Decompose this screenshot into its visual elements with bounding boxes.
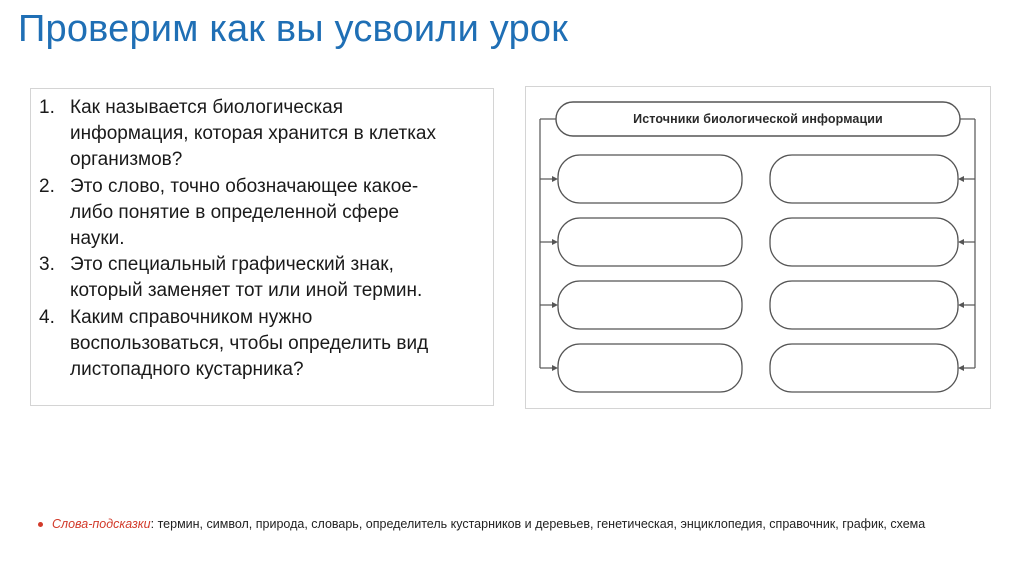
question-line: Это слово, точно обозначающее какое- <box>70 175 419 197</box>
question-line: воспользоваться, чтобы определить вид <box>70 332 429 354</box>
question-item <box>31 252 493 304</box>
question-item <box>31 174 493 253</box>
question-line: информация, которая хранится в клетках <box>70 123 436 145</box>
hint-label: Слова-подсказки <box>52 517 151 531</box>
empty-answer-box <box>558 281 742 329</box>
question-item <box>31 305 493 384</box>
question-line: науки. <box>70 228 125 250</box>
page-title: Проверим как вы усвоили урок <box>18 8 569 50</box>
arrow-icon <box>552 365 558 371</box>
arrow-icon <box>958 176 964 182</box>
arrow-icon <box>958 302 964 308</box>
empty-answer-box <box>558 155 742 203</box>
question-line: листопадного кустарника? <box>70 359 304 381</box>
empty-answer-box <box>558 218 742 266</box>
arrow-icon <box>552 302 558 308</box>
question-line: который заменяет тот или иной термин. <box>70 280 423 302</box>
question-line: либо понятие в определенной сфере <box>70 201 400 223</box>
empty-answer-box <box>558 344 742 392</box>
arrow-icon <box>552 239 558 245</box>
question-number: 3. <box>39 254 55 276</box>
questions-list <box>31 89 493 383</box>
question-number: 1. <box>39 97 55 118</box>
question-line: организмов? <box>70 149 183 171</box>
arrow-icon <box>958 239 964 245</box>
question-number: 4. <box>39 306 55 328</box>
hint-text <box>52 517 992 532</box>
hint-words: : термин, символ, природа, словарь, определитель кустарников и деревьев, генетическая, энциклопедия, справочник, график, схема <box>150 517 926 531</box>
question-line: Это специальный графический знак, <box>70 254 394 276</box>
empty-answer-box <box>770 155 958 203</box>
questions-box <box>30 88 494 406</box>
question-line: Каким справочником нужно <box>70 306 313 328</box>
diagram-title: Источники биологической информации <box>633 112 883 126</box>
empty-answer-box <box>770 218 958 266</box>
empty-answer-box <box>770 281 958 329</box>
question-number: 2. <box>39 175 55 197</box>
arrow-icon <box>552 176 558 182</box>
question-line: Как называется биологическая <box>70 97 343 118</box>
arrow-icon <box>958 365 964 371</box>
question-item <box>31 95 493 174</box>
empty-answer-box <box>770 344 958 392</box>
sources-diagram <box>525 86 991 409</box>
bullet-icon <box>38 522 43 527</box>
